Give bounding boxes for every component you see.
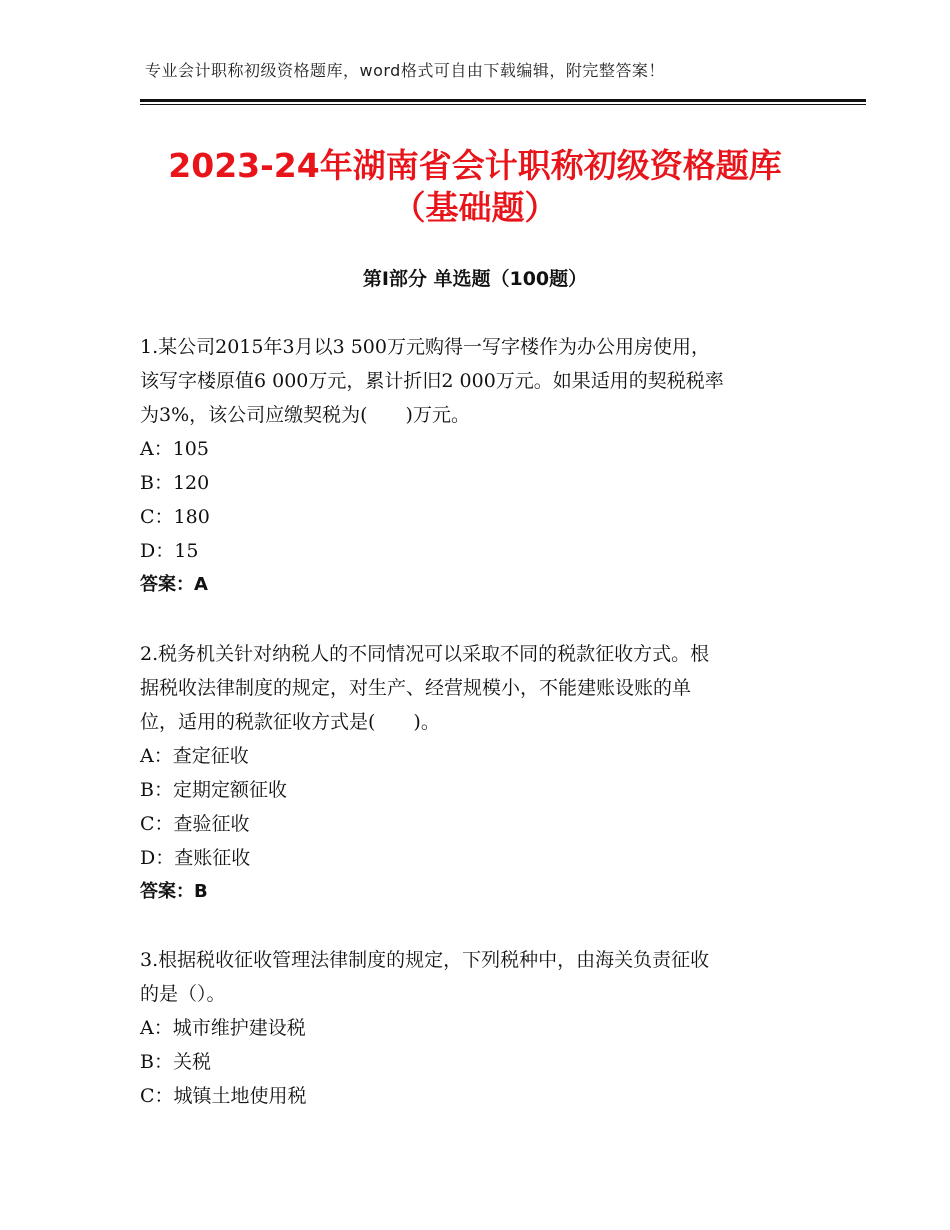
question-text [140,943,820,1011]
header-rule-thin [140,104,866,105]
option-b: B：关税 [140,1051,211,1073]
option-a: A：105 [140,438,209,460]
option-d: D：查账征收 [140,847,251,869]
answer-label: 答案： [140,574,194,595]
header-note: 专业会计职称初级资格题库，word格式可自由下载编辑，附完整答案！ [145,61,665,80]
option-c: C：查验征收 [140,813,250,835]
question-line: 位，适用的税款征收方式是( )。 [140,711,440,733]
question-line: 3.根据税收征收管理法律制度的规定，下列税种中，由海关负责征收 [140,949,710,971]
question-line: 据税收法律制度的规定，对生产、经营规模小，不能建账设账的单 [140,677,692,699]
option-b: B：120 [140,472,210,494]
question-line: 的是（）。 [140,983,226,1005]
question-text [140,637,820,739]
answer-value: A [194,574,208,595]
question-line: 为3%，该公司应缴契税为( )万元。 [140,404,470,426]
question-1 [140,330,820,602]
section-title: 第Ⅰ部分 单选题（100题） [362,268,588,290]
option-c: C：180 [140,506,210,528]
question-2 [140,637,820,909]
option-a: A：城市维护建设税 [140,1017,306,1039]
question-text [140,330,820,432]
answer-line [140,568,820,602]
option-a: A：查定征收 [140,745,249,767]
answer-label: 答案： [140,881,194,902]
document-title: 2023-24年湖南省会计职称初级资格题库 （基础题） [168,146,782,227]
answer-line [140,875,820,909]
option-c: C：城镇土地使用税 [140,1085,307,1107]
question-3 [140,943,820,1113]
header-rule-thick [140,99,866,102]
option-b: B：定期定额征收 [140,779,287,801]
question-line: 该写字楼原值6 000万元，累计折旧2 000万元。如果适用的契税税率 [140,370,724,392]
question-line: 1.某公司2015年3月以3 500万元购得一写字楼作为办公用房使用， [140,336,710,358]
option-d: D：15 [140,540,199,562]
question-line: 2.税务机关针对纳税人的不同情况可以采取不同的税款征收方式。根 [140,643,710,665]
answer-value: B [194,881,208,902]
